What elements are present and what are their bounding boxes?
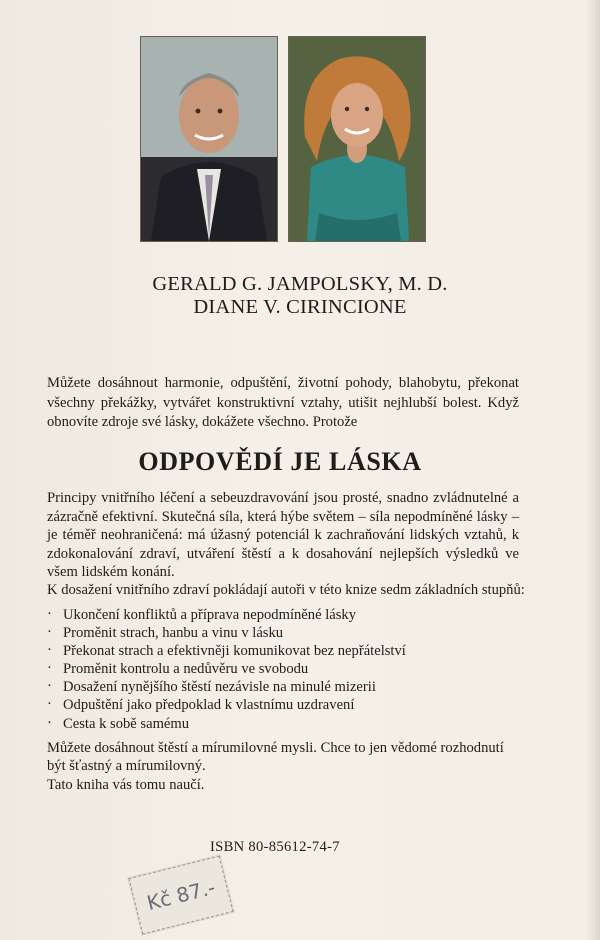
author-name-1: GERALD G. JAMPOLSKY, M. D.	[152, 273, 448, 295]
list-item: · Cesta k sobě samému	[47, 714, 190, 732]
price-text: Kč 87.-	[144, 874, 218, 916]
author-photo-woman	[288, 36, 426, 242]
principles-paragraph: Principy vnitřního léčení a sebeuzdravování jsou prosté, snadno zvládnutelné a zázračně efektivní. Skutečná síla, která hýbe světem – síla nepodmíněné lásky – je téměř neohraničená: má úžasný potenciál k zachraňování lidských vztahů, k zdokonalování zdraví, utváření štěstí a k dosahování nejlepších výsledků ve všem lidském konání.	[47, 490, 519, 581]
bullet-icon: ·	[47, 714, 52, 731]
man-portrait-icon	[141, 37, 277, 241]
author-photo-man	[140, 36, 278, 242]
author-name-2: DIANE V. CIRINCIONE	[193, 296, 407, 318]
bullet-icon: ·	[47, 678, 52, 695]
bullet-icon: ·	[47, 696, 52, 713]
list-item: · Dosažení nynějšího štěstí nezávisle na minulé mizerii	[47, 678, 376, 696]
list-item: · Odpuštění jako předpoklad k vlastnímu uzdravení	[47, 696, 355, 714]
steps-list	[47, 606, 406, 733]
page-edge-shadow	[586, 0, 600, 940]
list-item: · Ukončení konfliktů a příprava nepodmíněné lásky	[47, 606, 357, 623]
bullet-icon: ·	[47, 642, 52, 659]
list-item: · Proměnit strach, hanbu a vinu v lásku	[47, 624, 284, 642]
outro-closing: Tato kniha vás tomu naučí.	[47, 776, 205, 793]
isbn-number: ISBN 80-85612-74-7	[210, 839, 340, 855]
outro-paragraph: Můžete dosáhnout štěstí a mírumilovné mysli. Chce to jen vědomé rozhodnutí být šťastný a mírumilovný.	[47, 740, 504, 775]
headline: ODPOVĚDÍ JE LÁSKA	[138, 447, 422, 476]
intro-paragraph: Můžete dosáhnout harmonie, odpuštění, životní pohody, blahobytu, překonat všechny překážky, vytvářet konstruktivní vztahy, utišit nejhlubší bolest. Když obnovíte zdroje své lásky, dokážete všechno. Protože	[47, 375, 519, 431]
bullet-icon: ·	[47, 606, 52, 622]
woman-portrait-icon	[289, 37, 425, 241]
bullet-icon: ·	[47, 660, 52, 677]
outro-text	[47, 739, 517, 794]
list-item: · Proměnit kontrolu a nedůvěru ve svobodu	[47, 660, 309, 678]
bullet-icon: ·	[47, 624, 52, 641]
list-item: · Překonat strach a efektivněji komunikovat bez nepřátelství	[47, 642, 406, 660]
steps-intro: K dosažení vnitřního zdraví pokládají autoři v této knize sedm základních stupňů:	[47, 582, 525, 598]
